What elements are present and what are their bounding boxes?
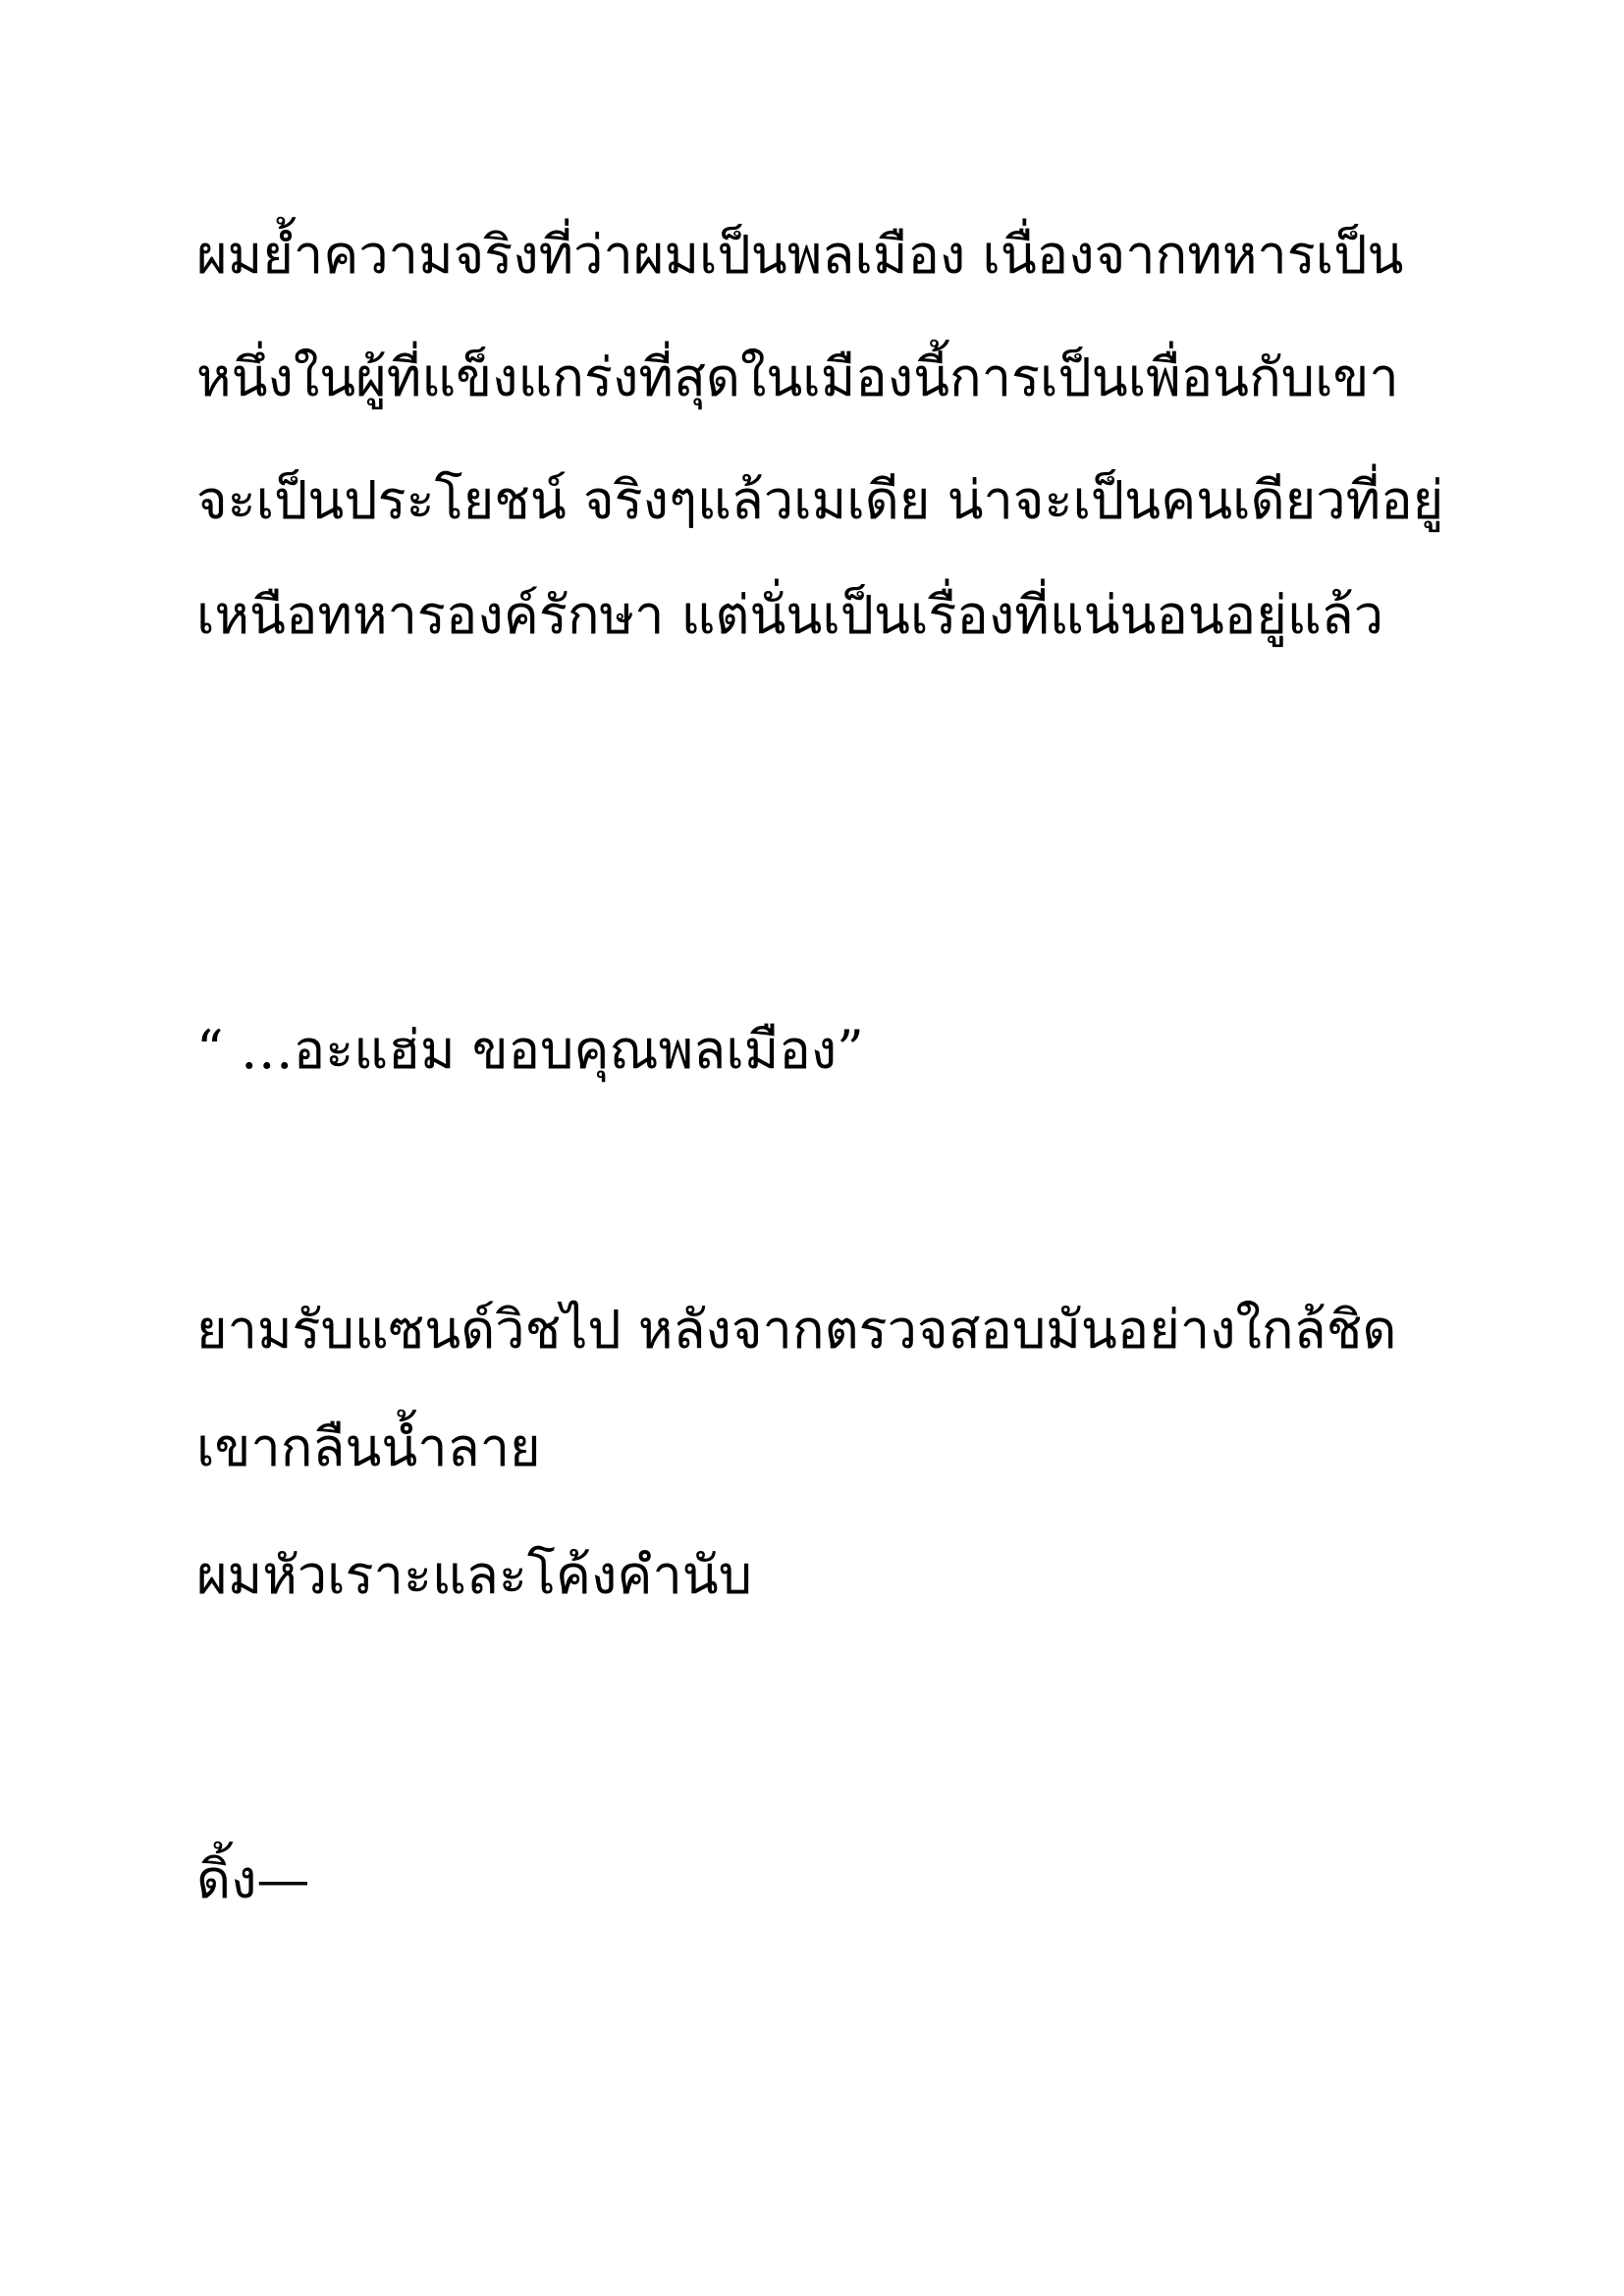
paragraph-1-line-1: ผมย้ำความจริงที่ว่าผมเป็นพลเมือง เนื่องจากทหารเป็น: [196, 224, 1404, 286]
paragraph-1-line-3: จะเป็นประโยชน์ จริงๆแล้วเมเดีย น่าจะเป็นคนเดียวที่อยู่: [196, 469, 1444, 531]
paragraph-3-line: ผมหัวเราะและโค้งคำนับ: [196, 1544, 752, 1606]
paragraph-1-line-4: เหนือทหารองค์รักษา แต่นั่นเป็นเรื่องที่แน่นอนอยู่แล้ว: [196, 584, 1384, 646]
paragraph-1-line-2: หนึ่งในผู้ที่แข็งแกร่งที่สุดในเมืองนี้การเป็นเพื่อนกับเขา: [196, 347, 1399, 408]
sound-effect-line: ดิ้ง—: [196, 1848, 310, 1910]
paragraph-2-line-2: เขากลืนน้ำลาย: [196, 1416, 541, 1478]
dialogue-line: “ …อะแฮ่ม ขอบคุณพลเมือง”: [196, 1019, 864, 1081]
paragraph-2-line-1: ยามรับแซนด์วิชไป หลังจากตรวจสอบมันอย่างใกล้ชิด: [196, 1299, 1397, 1361]
